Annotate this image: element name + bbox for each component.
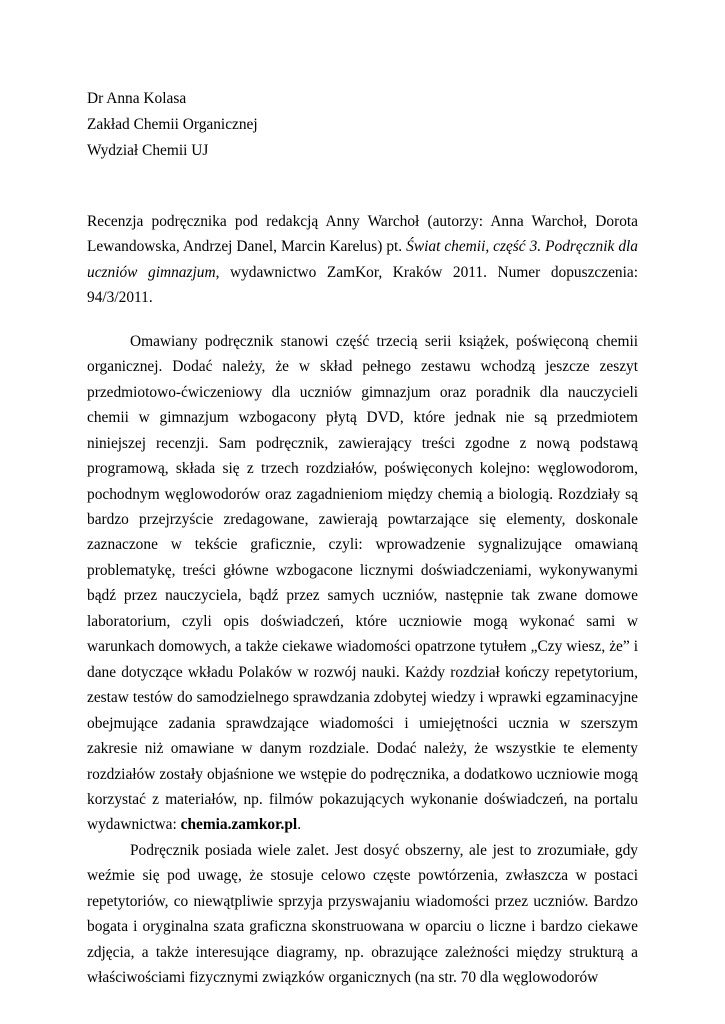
review-intro-paragraph bbox=[87, 209, 638, 311]
book-title: Świat chemii, część 3. Podręcznik dla uczniów gimnazjum bbox=[87, 238, 638, 281]
paragraph-overview-text: Omawiany podręcznik stanowi część trzecią serii książek, poświęconą chemii organicznej. Dodać należy, że w skład pełnego zestawu wchodzą jeszcze zeszyt przedmiotowo-ćwiczeniowy dla uczniów gimnazjum oraz poradnik dla nauczycieli chemii w gimnazjum wzbogacony płytą DVD, które jednak nie są przedmiotem niniejszej recenzji. Sam podręcznik, zawierający treści zgodne z nową podstawą programową, składa się z trzech rozdziałów, poświęconych kolejno: węglowodorom, pochodnym węglowodorów oraz zagadnieniom między chemią a biologią. Rozdziały są bardzo przejrzyście zredagowane, zawierają powtarzające się elementy, doskonale zaznaczone w tekście graficznie, czyli: wprowadzenie sygnalizujące omawianą problematykę, treści główne wzbogacone licznymi doświadczeniami, wykonywanymi bądź przez nauczyciela, bądź przez samych uczniów, następnie tak zwane domowe laboratorium, czyli opis doświadczeń, które uczniowie mogą wykonać sami w warunkach domowych, a także ciekawe wiadomości opatrzone tytułem „Czy wiesz, że” i dane dotyczące wkładu Polaków w rozwój nauki. Każdy rozdział kończy repetytorium, zestaw testów do samodzielnego sprawdzania zdobytej wiedzy i wprawki egzaminacyjne obejmujące zadania sprawdzające wiadomości i umiejętności ucznia w szerszym zakresie niż omawiane w danym rozdziale. Dodać należy, że wszystkie te elementy rozdziałów zostały objaśnione we wstępie do podręcznika, a dodatkowo uczniowie mogą korzystać z materiałów, np. filmów pokazujących wykonanie doświadczeń, na portalu wydawnictwa: bbox=[87, 332, 638, 834]
paragraph-overview bbox=[87, 329, 638, 838]
author-name: Dr Anna Kolasa bbox=[87, 90, 187, 107]
author-faculty: Wydział Chemii UJ bbox=[87, 142, 209, 159]
publisher-portal-link[interactable]: chemia.zamkor.pl bbox=[180, 816, 298, 834]
paragraph-advantages-text: Podręcznik posiada wiele zalet. Jest dosyć obszerny, ale jest to zrozumiałe, gdy weźmie się pod uwagę, że stosuje celowo częste powtórzenia, zwłaszcza w postaci repetytoriów, co niewątpliwie sprzyja przyswajaniu wiadomości przez uczniów. Bardzo bogata i oryginalna szata graficzna skonstruowana w oparciu o liczne i bardzo ciekawe zdjęcia, a także interesujące diagramy, np. obrazujące zależności między strukturą a właściwościami fizycznymi związków organicznych (na str. 70 dla węglowodorów bbox=[87, 841, 638, 987]
paragraph-overview-end: . bbox=[297, 816, 302, 834]
intro-text: Recenzja podręcznika pod redakcją Anny Warchoł (autorzy: Anna Warchoł, Dorota Lewandowska, Andrzej Danel, Marcin Karelus) pt. bbox=[87, 213, 638, 256]
paragraph-advantages bbox=[87, 838, 638, 991]
review-body bbox=[87, 209, 638, 991]
intro-publication-info: , wydawnictwo ZamKor, Kraków 2011. Numer dopuszczenia: 94/3/2011. bbox=[87, 263, 638, 307]
author-department: Zakład Chemii Organicznej bbox=[87, 116, 258, 133]
author-block bbox=[87, 86, 647, 164]
